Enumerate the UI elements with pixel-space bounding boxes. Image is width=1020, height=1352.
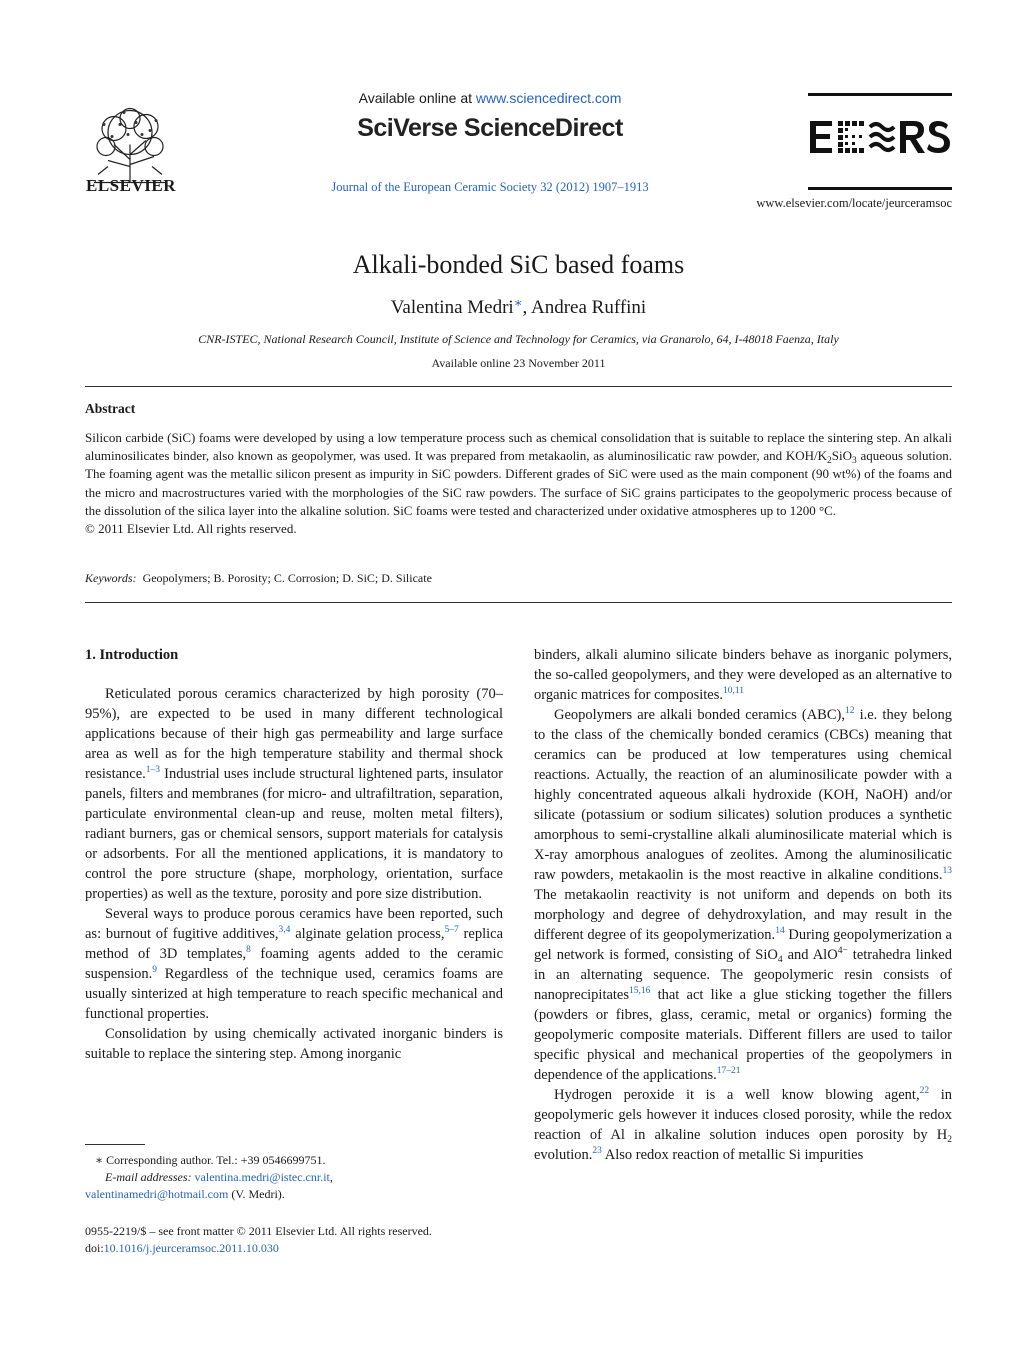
corresponding-author-marker[interactable]: ∗	[513, 295, 523, 310]
citation-ref[interactable]: 17–21	[716, 1066, 741, 1076]
email-owner: (V. Medri).	[228, 1187, 285, 1201]
abstract-text-2: SiO	[831, 448, 853, 464]
abstract-text-1: Silicon carbide (SiC) foams were developed by using a low temperature process such as chemical consolidation that is suitable to replace the sintering step. An alkali aluminosilicates binder, also known as geopolymer, was used. It was prepared from metakaolin, as aluminosilicatic raw powder, and KOH/K	[85, 430, 952, 464]
citation-ref[interactable]: 12	[844, 706, 855, 716]
abstract-heading: Abstract	[85, 401, 136, 416]
footnote-rule	[85, 1144, 145, 1145]
text-run: in geopolymeric gels however it induces closed porosity, while the redox reaction of Al in alkaline solution induces open porosity by H	[534, 1087, 952, 1143]
citation-ref[interactable]: 3,4	[278, 925, 291, 935]
footnote-line-1	[85, 1152, 503, 1169]
text-run: evolution.	[534, 1147, 593, 1163]
author-separator: ,	[522, 297, 531, 318]
subscript: 4	[777, 955, 783, 965]
text-run: and AlO	[782, 947, 838, 963]
keywords-line	[85, 571, 952, 586]
elsevier-wordmark: ELSEVIER	[86, 176, 176, 195]
text-run: The metakaolin reactivity is not uniform and depends on both its morphology and degree of dehydroxylation, and may result in the different degree of its geopolymerization.	[534, 887, 952, 943]
issn-line: 0955-2219/$ – see front matter © 2011 Elsevier Ltd. All rights reserved.	[85, 1224, 432, 1238]
abstract-text-3: aqueous solution. The foaming agent was the metallic silicon present as impurity in SiC powders. Different grades of SiC were used as the main component (90 wt%) of the foams and the micro and macrostructures varied with the morphologies of the SiC raw powders. The surface of SiC grains participates to the geopolymeric process because of the dissolution of the silica layer into the alkaline solution. SiC foams were tested and characterized under oxidative atmospheres up to 1200 °C.	[85, 448, 953, 518]
text-run: During geopolymerization a gel network is formed, consisting of SiO	[534, 927, 952, 963]
abstract-body	[85, 429, 952, 538]
intro-paragraph-5	[534, 1085, 952, 1165]
footnote-marker: ∗	[95, 1153, 104, 1167]
text-run: Industrial uses include structural lightened parts, insulator panels, filters and membranes (for micro- and ultrafiltration, separation, particulate environmental clean-up and reuse, molten metal filters), radiant burners, gas or chemical sensors, support materials for catalysis or adsorbents. For all the mentioned applications, it is mandatory to control the pore structure (shape, morphology, orientation, surface properties) as well as the texture, porosity and pore size distribution.	[85, 766, 503, 902]
citation-ref[interactable]: 1–3	[145, 765, 161, 775]
intro-paragraph-1	[85, 684, 503, 904]
citation-ref[interactable]: 10,11	[722, 686, 745, 696]
abstract-paragraph	[85, 429, 952, 520]
sciencedirect-link[interactable]: www.sciencedirect.com	[475, 90, 622, 106]
citation-ref[interactable]: 23	[592, 1146, 602, 1156]
text-run: Regardless of the technique used, ceramics foams are usually sinterized at high temperature to reach specific mechanical and functional properties.	[85, 966, 503, 1022]
keywords-list: Geopolymers; B. Porosity; C. Corrosion; D. SiC; D. Silicate	[142, 571, 432, 585]
citation-ref[interactable]: 14	[775, 926, 785, 936]
text-run: Hydrogen peroxide it is a well know blowing agent,	[554, 1087, 920, 1103]
journal-homepage-url[interactable]: www.elsevier.com/locate/jeurceramsoc	[756, 196, 952, 210]
abstract-sub-3: 3	[852, 456, 857, 467]
copyright-line: © 2011 Elsevier Ltd. All rights reserved.	[85, 521, 297, 537]
journal-citation-link[interactable]: Journal of the European Ceramic Society 32 (2012) 1907–1913	[331, 180, 649, 194]
citation-ref[interactable]: 9	[152, 965, 158, 975]
text-run: replica method of 3D templates,	[85, 926, 503, 962]
email-separator: ,	[329, 1170, 333, 1184]
author-medri[interactable]: Valentina Medri	[390, 297, 514, 318]
text-run: Also redox reaction of metallic Si impurities	[601, 1147, 864, 1163]
article-title: Alkali-bonded SiC based foams	[352, 250, 685, 279]
superscript-charge: 4−	[837, 946, 848, 956]
divider-bottom	[85, 602, 952, 603]
text-run: binders, alkali alumino silicate binders behave as inorganic polymers, the so-called geopolymers, and they were developed as an alternative to organic matrices for composites.	[534, 647, 952, 703]
text-run: alginate gelation process,	[290, 926, 445, 942]
subscript: 2	[947, 1135, 952, 1145]
keywords-label: Keywords:	[85, 571, 137, 585]
text-run: Reticulated porous ceramics characterized by high porosity (70–95%), are expected to be used in many different technological applications because of their high gas permeability and large surface area as well as for the high temperature stability and thermal shock resistance.	[85, 686, 503, 782]
ecers-logo-icon	[808, 115, 952, 159]
body-column-left	[85, 645, 503, 1064]
text-run: foaming agents added to the ceramic suspension.	[85, 946, 504, 982]
body-column-right	[534, 645, 952, 1165]
footnote-corresponding: Corresponding author. Tel.: +39 0546699751.	[103, 1153, 326, 1167]
text-run: that act like a glue sticking together the fillers (powders or fibres, glass, ceramic, metal or organics) forming the geopolymeric composite materials. Different fillers are used to tailor specific physical and mechanical properties of the geopolymers in dependence of the applications.	[534, 987, 952, 1083]
citation-ref[interactable]: 22	[919, 1086, 930, 1096]
intro-paragraph-4	[534, 705, 952, 1085]
text-run: i.e. they belong to the class of the chemically bonded ceramics (CBCs) meaning that ceramics can be produced at low temperatures using chemical reactions. Actually, the reaction of an aluminosilicate powder with a highly concentrated aqueous alkali hydroxide (KOH, NaOH) and/or silicate (potassium or sodium silicates) solution produces a synthetic amorphous to semi-crystalline alkali aluminosilicate material which is X-ray amorphous analogues of zeolites. Among the aluminosilicatic raw powders, metakaolin is the most reactive in alkaline conditions.	[534, 707, 952, 883]
footnote-line-3	[85, 1186, 503, 1203]
citation-ref[interactable]: 8	[246, 945, 251, 955]
footnote-line-2	[85, 1169, 503, 1186]
affiliation: CNR-ISTEC, National Research Council, Institute of Science and Technology for Ceramics, via Granarolo, 64, I-48018 Faenza, Italy	[198, 332, 839, 346]
author-ruffini[interactable]: Andrea Ruffini	[531, 297, 647, 318]
doi-line	[85, 1240, 585, 1257]
footer-front-matter	[85, 1223, 585, 1257]
ecers-top-bar	[808, 93, 952, 96]
intro-paragraph-2	[85, 904, 503, 1024]
text-run: Geopolymers are alkali bonded ceramics (ABC),	[554, 707, 845, 723]
text-run: Several ways to produce porous ceramics have been reported, such as: burnout of fugitive additives,	[85, 906, 503, 942]
available-online-prefix: Available online at	[358, 90, 476, 106]
author-list	[85, 297, 952, 319]
sciverse-sciencedirect-wordmark: SciVerse ScienceDirect	[357, 114, 623, 142]
email-link-hotmail[interactable]: valentinamedri@hotmail.com	[85, 1187, 229, 1201]
divider-top	[85, 386, 952, 387]
corresponding-author-footnote	[85, 1152, 503, 1203]
intro-paragraph-3-cont	[534, 645, 952, 705]
abstract-sub-2: 2	[827, 456, 832, 467]
ecers-bottom-bar	[808, 187, 952, 190]
doi-link[interactable]: 10.1016/j.jeurceramsoc.2011.10.030	[103, 1241, 279, 1255]
doi-label: doi:	[85, 1241, 104, 1255]
available-online-line	[300, 90, 680, 106]
email-link-istec[interactable]: valentina.medri@istec.cnr.it	[194, 1170, 330, 1184]
section-heading-introduction: 1. Introduction	[85, 647, 179, 663]
citation-ref[interactable]: 5–7	[444, 925, 459, 935]
citation-ref[interactable]: 13	[942, 866, 952, 876]
citation-ref[interactable]: 15,16	[629, 986, 651, 996]
text-run: tetrahedra linked in an alternating sequence. The geopolymeric resin consists of nanoprecipitates	[534, 947, 952, 1003]
available-online-date: Available online 23 November 2011	[431, 356, 606, 370]
email-label: E-mail addresses:	[105, 1170, 192, 1184]
intro-paragraph-3: Consolidation by using chemically activated inorganic binders is suitable to replace the sintering step. Among inorganic	[85, 1026, 503, 1062]
